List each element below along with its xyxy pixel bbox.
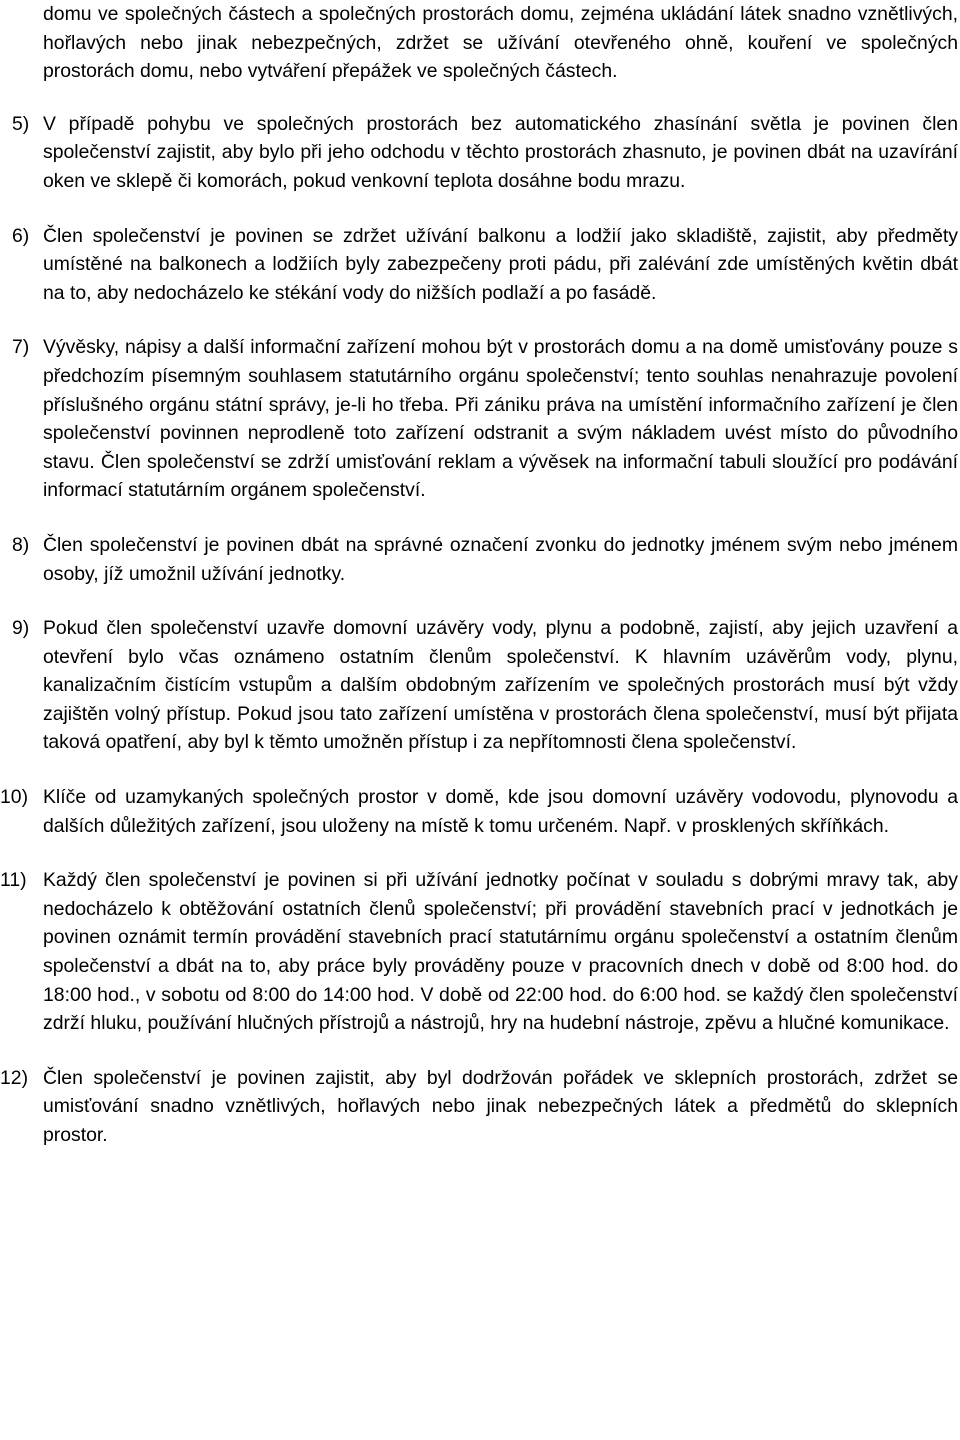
item-number: 12) [0,1066,29,1089]
item-text: Člen společenství je povinen se zdržet užívání balkonu a lodžií jako skladiště, zajistit, aby předměty umístěné na balkonech a lodžiích byly zabezpečeny proti pádu, při zalévání zde umístěných květin dbát na to, aby nedocházelo ke stékání vody do nižších podlaží a po fasádě. [43,224,958,304]
list-item-6 [12,222,958,308]
list-item-11 [0,866,958,1038]
item-text: Pokud člen společenství uzavře domovní uzávěry vody, plynu a podobně, zajistí, aby jejich uzavření a otevření bylo včas oznámeno ostatním členům společenství. K hlavním uzávěrům vody, plynu, kanalizačním čistícím vstupům a dalším obdobným zařízením ve společných prostorách musí být vždy zajištěn volný přístup. Pokud jsou tato zařízení umístěna v prostorách člena společenství, musí být přijata taková opatření, aby byl k těmto umožněn přístup i za nepřítomnosti člena společenství. [43,617,958,754]
list-item-7 [12,333,958,505]
list-item-10 [0,783,958,840]
item-number: 5) [12,112,30,135]
item-number: 10) [0,786,29,809]
item-number: 9) [12,617,30,640]
continuation-paragraph: domu ve společných částech a společných prostorách domu, zejména ukládání látek snadno vznětlivých, hořlavých nebo jinak nebezpečných, zdržet se užívání otevřeného ohně, kouření ve společných prostorách domu, nebo vytváření přepážek ve společných částech. [43,3,958,83]
item-text: Vývěsky, nápisy a další informační zařízení mohou být v prostorách domu a na domě umisťovány pouze s předchozím písemným souhlasem statutárního orgánu společenství; tento souhlas nenahrazuje povolení příslušného orgánu státní správy, je-li ho třeba. Při zániku práva na umístění informačního zařízení je člen společenství povinnen neprodleně toto zařízení odstranit a svým nákladem uvést místo do původního stavu. Člen společenství se zdrží umisťování reklam a vývěsek na informační tabuli sloužící pro podávání informací statutárním orgánem společenství. [43,336,958,502]
item-text: Klíče od uzamykaných společných prostor v domě, kde jsou domovní uzávěry vodovodu, plynovodu a dalších důležitých zařízení, jsou uloženy na místě k tomu určeném. Např. v prosklených skříňkách. [43,786,958,837]
item-number: 7) [12,336,30,359]
item-text: Člen společenství je povinen dbát na správné označení zvonku do jednotky jménem svým nebo jménem osoby, jíž umožnil užívání jednotky. [43,533,958,585]
list-item-9 [12,614,958,757]
item-text: Každý člen společenství je povinen si při užívání jednotky počínat v souladu s dobrými mravy tak, aby nedocházelo k obtěžování ostatních členů společenství; při provádění stavebních prací v jednotkách je povinen oznámit termín provádění stavebních prací statutárnímu orgánu společenství a ostatním členům společenství a dbát na to, aby práce byly prováděny pouze v pracovních dnech v době od 8:00 hod. do 18:00 hod., v sobotu od 8:00 do 14:00 hod. V době od 22:00 hod. do 6:00 hod. se každý člen společenství zdrží hluku, používání hlučných přístrojů a nástrojů, hry na hudební nástroje, zpěvu a hlučné komunikace. [43,869,958,1035]
item-number: 6) [12,224,30,247]
item-text: Člen společenství je povinen zajistit, aby byl dodržován pořádek ve sklepních prostorách, zdržet se umisťování snadno vznětlivých, hořlavých nebo jinak nebezpečných látek a předmětů do sklepních prostor. [43,1066,958,1146]
list-item-5 [12,110,958,196]
list-item-12 [0,1064,958,1150]
item-number: 8) [12,533,30,556]
list-item-8 [12,531,958,588]
item-text: V případě pohybu ve společných prostorách bez automatického zhasínání světla je povinen člen společenství zajistit, aby bylo při jeho odchodu v těchto prostorách zhasnuto, je povinen dbát na uzavírání oken ve sklepě či komorách, pokud venkovní teplota dosáhne bodu mrazu. [43,112,958,192]
item-number: 11) [0,869,27,892]
